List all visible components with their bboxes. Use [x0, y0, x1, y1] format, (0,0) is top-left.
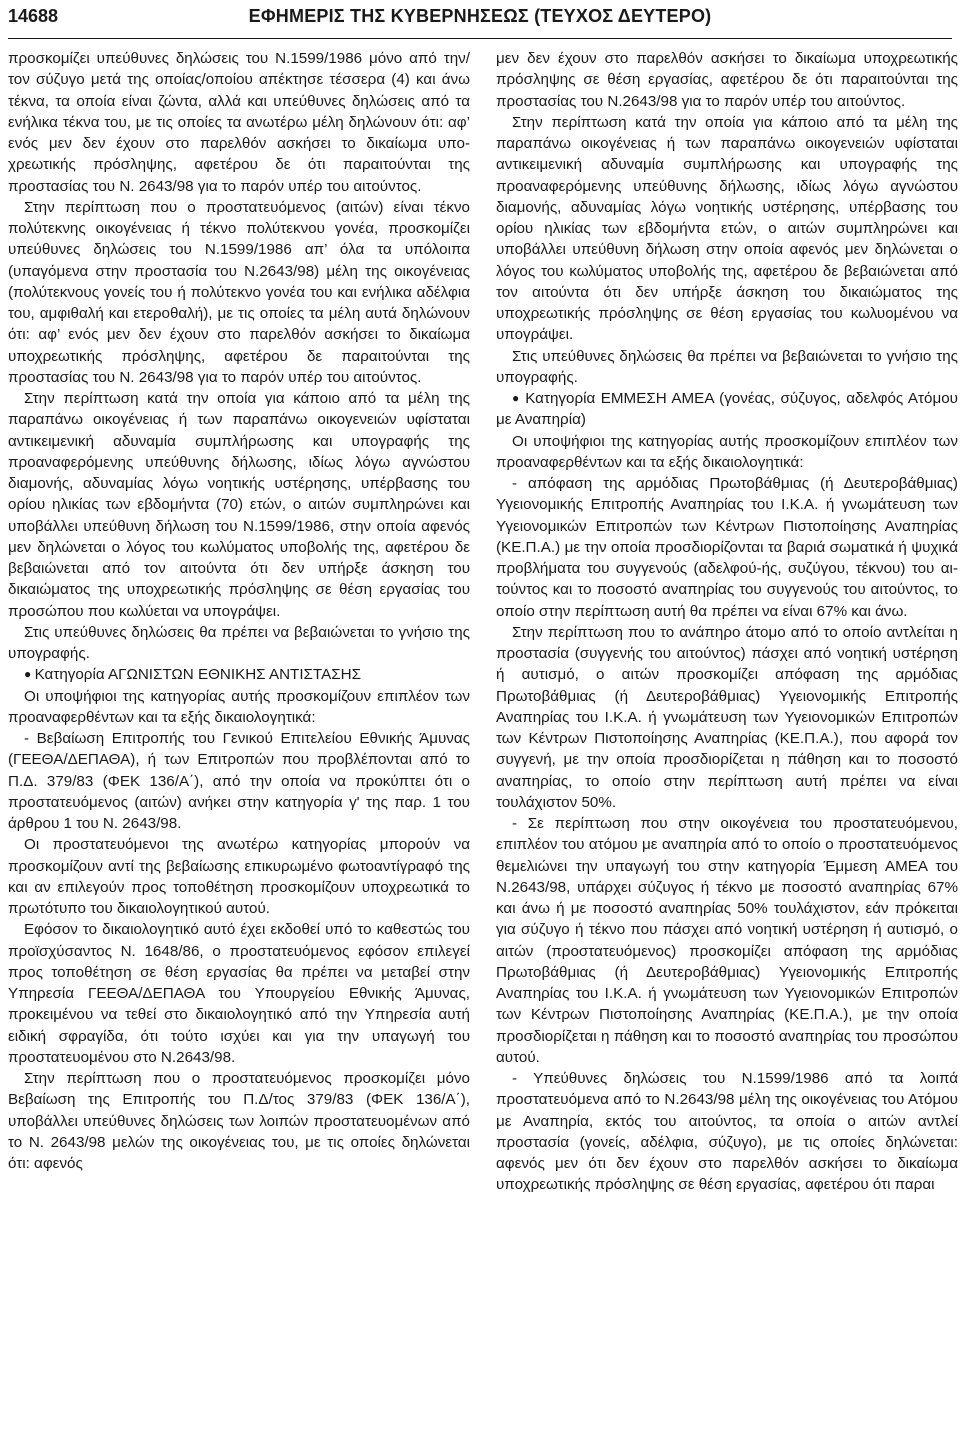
paragraph: προσκομίζει υπεύθυνες δηλώσεις του Ν.1599/1986 μόνο από την/τον σύζυγο μετά της οποίας/οποίου απέκτησε τέσσερα (4) και άνω τέκνα, τα οποία είναι ζώντα, αλλά και υπεύθυνες δηλώσεις από τα ενήλικα τέκνα του, με τις οποίες τα ανωτέρω μέλη δηλώνουν ότι: αφ’ ενός μεν δεν έχουν στο παρελθόν ασκήσει το δικαίωμα υποχρεωτικής πρόσληψης, αφετέρου δε ότι παραιτούνται της προστασίας του Ν. 2643/98 για το παρόν υπέρ του αιτούντος.: [8, 50, 470, 195]
paragraph: Οι υποψήφιοι της κατηγορίας αυτής προσκομίζουν επιπλέον των προαναφερθέντων και τα εξής δικαιολογητικά:: [8, 687, 470, 726]
paragraph: - Βεβαίωση Επιτροπής του Γενικού Επιτελείου Εθνικής Άμυνας (ΓΕΕΘΑ/ΔΕΠΑΘΑ), ή των Επιτροπών που προβλέπονται από το Π.Δ. 379/83 (ΦΕΚ 136/Α΄), από την οποία να προκύπτει ότι ο προστατευόμενος (αιτών) ανήκει στην κατηγορία γ' της παρ. 1 του άρθρου 1 του Ν. 2643/98.: [8, 730, 470, 832]
category-heading: ● Κατηγορία ΑΓΩΝΙΣΤΩΝ ΕΘΝΙΚΗΣ ΑΝΤΙΣΤΑΣΗΣ: [8, 664, 470, 685]
gazette-title: ΕΦΗΜΕΡΙΣ ΤΗΣ ΚΥΒΕΡΝΗΣΕΩΣ (ΤΕΥΧΟΣ ΔΕΥΤΕΡΟ): [248, 6, 712, 26]
paragraph: μεν δεν έχουν στο παρελθόν ασκήσει το δικαίωμα υποχρεωτικής πρόσληψης σε θέση εργασίας, αφετέρου δε ότι παραιτούνται της προστασίας του Ν.2643/98 για το παρόν υπέρ του αιτούντος.: [496, 50, 958, 110]
right-column: [496, 48, 958, 1427]
category-heading: ● Κατηγορία ΕΜΜΕΣΗ ΑΜΕΑ (γονέας, σύζυγος, αδελφός Ατόμου με Αναπηρία): [496, 388, 958, 431]
paragraph: Στην περίπτωση που ο προστατευόμενος προσκομίζει μόνο Βεβαίωση της Επιτροπής του Π.Δ/τος 379/83 (ΦΕΚ 136/Α΄), υποβάλλει υπεύθυνες δηλώσεις των λοιπών προστατευομένων από το Ν. 2643/98 μελών της οικογένειας του, με τις οποίες δηλώνεται ότι: αφενός: [8, 1070, 470, 1172]
paragraph: Οι υποψήφιοι της κατηγορίας αυτής προσκομίζουν επιπλέον των προαναφερθέντων και τα εξής δικαιολογητικά:: [496, 432, 958, 471]
paragraph: - Σε περίπτωση που στην οικογένεια του προστατευόμενου, επιπλέον του ατόμου με αναπηρία από το οποίο ο προστατευόμενος θεμελιώνει την υπαγωγή του στην κατηγορία Έμμεση ΑΜΕΑ του Ν.2643/98, υπάρχει σύζυγος ή τέκνο με ποσοστό αναπηρίας 67% και άνω ή με ποσοστό αναπηρίας 50% τουλάχιστον, εάν πρόκειται για σύζυγο ή τέκνο που πάσχει από νοητική υστέρηση ή αυτισμό, ο αιτών (προστατευόμενος) προσκομίζει απόφαση της αρμόδιας Πρωτοβάθμιας (ή Δευτεροβάθμιας) Υγειονομικής Επιτροπής Αναπηρίας του Ι.Κ.Α. ή γνωμάτευση των Υγειονομικών Επιτροπών των Κέντρων Πιστοποίησης Αναπηρίας (ΚΕ.Π.Α.), με την οποία προσδιορίζεται η πάθηση και το ποσοστό αναπηρίας του προσώπου αυτού.: [496, 815, 958, 1066]
left-column: [8, 48, 470, 1427]
paragraph: Στην περίπτωση κατά την οποία για κάποιο από τα μέλη της παραπάνω οικογένειας ή των παραπάνω οικογενειών υφίσταται αντικειμενική αδυναμία συμπλήρωσης και υπογραφής της προαναφερόμενης υπεύθυνης δήλωσης, ιδίως λόγω αγνώστου διαμονής, αδυναμίας λόγω νοητικής υστέρησης, υπέρβασης του ορίου ηλικίας των εβδομήντα (70) ετών, ο αιτών συμπληρώνει και υποβάλλει υπεύθυνη δήλωση του Ν.1599/1986, στην οποία αφενός μεν δηλώνεται ο λόγος του κωλύματος υποβολής της, αφετέρου δε βεβαιώνεται από τον αιτούντα ότι δεν υπήρξε άσκηση του δικαιώματος της υποχρεωτικής πρόσληψης σε θέση εργασίας του προσώπου που κωλύεται να υπογράψει.: [8, 390, 470, 620]
paragraph: Εφόσον το δικαιολογητικό αυτό έχει εκδοθεί υπό το καθεστώς του προϊσχύσαντος Ν. 1648/86, ο προστατευόμενος εφόσον επιλεγεί προς τοποθέτηση σε θέση εργασίας θα πρέπει να μεταβεί στην Υπηρεσία ΓΕΕΘΑ/ΔΕΠΑΘΑ του Υπουργείου Εθνικής Άμυνας, προκειμένου να τεθεί στο δικαιολογητικό από την Υπηρεσία αυτή ειδική σφραγίδα, ότι τούτο ισχύει και για την υπαγωγή του προστατευομένου στο Ν.2643/98.: [8, 921, 470, 1066]
paragraph: - Υπεύθυνες δηλώσεις του Ν.1599/1986 από τα λοιπά προστατευόμενα από το Ν.2643/98 μέλη της οικογένειας του Ατόμου με Αναπηρία, εκτός του αιτούντος, τα οποία ο αιτών αντλεί προστασία (γονείς, αδέλφια, σύζυγο), με τις οποίες δηλώνεται: αφενός μεν ότι δεν έχουν στο παρελθόν ασκήσει το δικαίωμα υποχρεωτικής πρόσληψης σε θέση εργασίας, αφετέρου ότι παραι: [496, 1070, 958, 1194]
page-header: [8, 4, 952, 39]
paragraph: Στην περίπτωση κατά την οποία για κάποιο από τα μέλη της παραπάνω οικογένειας ή των παραπάνω οικογενειών υφίσταται αντικειμενική αδυναμία συμπλήρωσης και υπογραφής της προαναφερόμενης υπεύθυνης δήλωσης, ιδίως λόγω αγνώστου διαμονής, αδυναμίας λόγω νοητικής υστέρησης, υπέρβασης του ορίου ηλικίας των εβδομήντα ετών, ο αιτών συμπληρώνει και υποβάλλει υπεύθυνη δήλωση στην οποία αφενός μεν δηλώνεται ο λόγος του κωλύματος υποβολής της, αφετέρου δε βεβαιώνεται από τον αιτούντα ότι δεν υπήρξε άσκηση του δικαιώματος της υποχρεωτικής πρόσληψης σε θέση εργασίας του κωλυομένου να υπογράψει.: [496, 113, 958, 344]
paragraph: Στις υπεύθυνες δηλώσεις θα πρέπει να βεβαιώνεται το γνήσιο της υπογραφής.: [8, 623, 470, 662]
page-number: 14688: [8, 6, 59, 26]
paragraph: Οι προστατευόμενοι της ανωτέρω κατηγορίας μπορούν να προσκομίζουν αντί της βεβαίωσης επικυρωμένο φωτοαντίγραφό της και αν επιλεγούν προς τοποθέτηση προσκομίζουν υποχρεωτικά το πρωτότυπο του δικαιολογητικού αυτού.: [8, 836, 470, 917]
paragraph: - απόφαση της αρμόδιας Πρωτοβάθμιας (ή Δευτεροβάθμιας) Υγειονομικής Επιτροπής Αναπηρίας του Ι.Κ.Α. ή γνωμάτευση των Υγειονομικών Επιτροπών των Κέντρων Πιστοποίησης Αναπηρίας (ΚΕ.Π.Α.) με την οποία προσδιορίζονται τα βαριά σωματικά ή ψυχικά προβλήματα του συγγενούς (αδελφού-ής, συζύγου, τέκνου) του αιτούντος και το ποσοστό αναπηρίας του συγγενούς του αιτούντος, το οποίο στην περίπτωση αυτή θα πρέπει να είναι 67% και άνω.: [496, 475, 958, 620]
paragraph: Στις υπεύθυνες δηλώσεις θα πρέπει να βεβαιώνεται το γνήσιο της υπογραφής.: [496, 347, 958, 386]
paragraph: Στην περίπτωση που ο προστατευόμενος (αιτών) είναι τέκνο πολύτεκνης οικογένειας ή τέκνο πολύτεκνου γονέα, προσκομίζει υπεύθυνες δηλώσεις του Ν.1599/1986 απ’ όλα τα υπόλοιπα (υπαγόμενα στην προστασία του Ν.2643/98) μέλη της οικογένειας (πολύτεκνους γονείς του ή πολύτεκνο γονέα του και ενήλικα αδέλφια του, αμφιθαλή και ετεροθαλή), με τις οποίες τα μέλη αυτά δηλώνουν ότι: αφ’ ενός μεν δεν έχουν στο παρελθόν ασκήσει το δικαίωμα υποχρεωτικής πρόσληψης, αφετέρου δε παραιτούνται της προστασίας του Ν. 2643/98 για το παρόν υπέρ του αιτούντος.: [8, 198, 470, 386]
paragraph: Στην περίπτωση που το ανάπηρο άτομο από το οποίο αντλείται η προστασία (συγγενής του αιτούντος) πάσχει από νοητική υστέρηση ή αυτισμό, ο αιτών προσκομίζει απόφαση της αρμόδιας Πρωτοβάθμιας (ή Δευτεροβάθμιας) Υγειονομικής Επιτροπής Αναπηρίας του Ι.Κ.Α. ή γνωμάτευση των Υγειονομικών Επιτροπών των Κέντρων Πιστοποίησης Αναπηρίας (ΚΕ.Π.Α.), που αφορά τον συγγενή, με την οποία προσδιορίζεται η πάθηση και το ποσοστό αναπηρίας, το οποίο στην περίπτωση αυτή πρέπει να είναι τουλάχιστον 50%.: [496, 623, 958, 811]
